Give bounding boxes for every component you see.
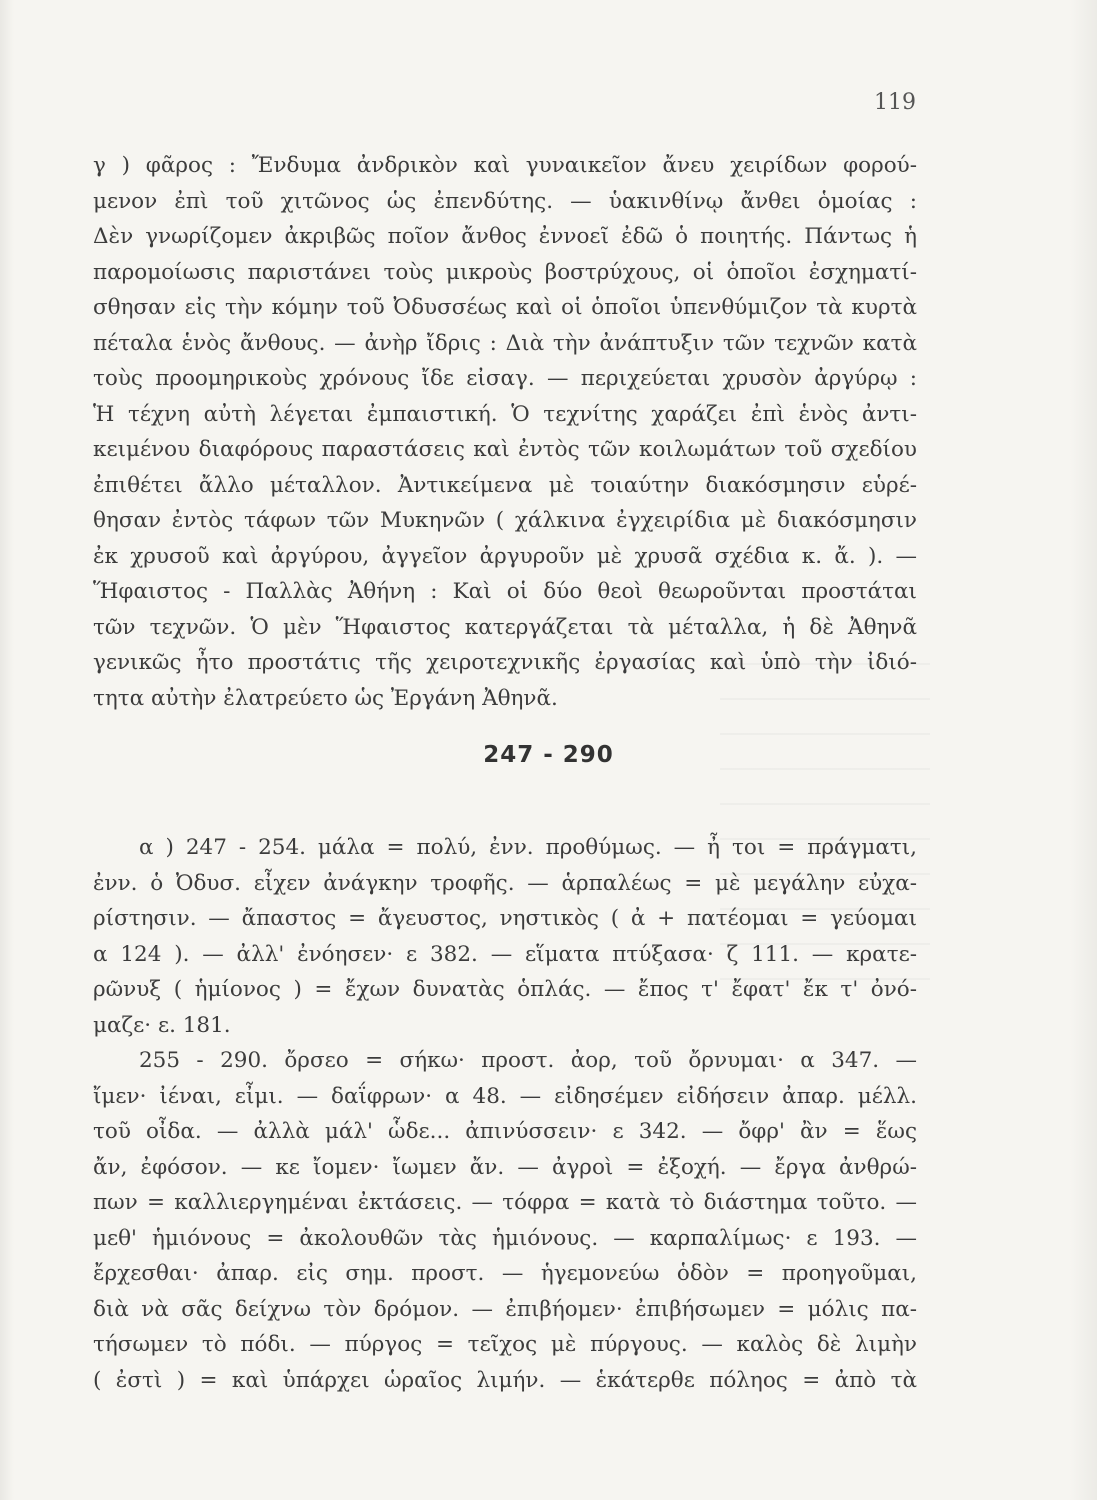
text-line: κειμένου διαφόρους παραστάσεις καὶ ἐντὸς τῶν κοιλωμάτων τοῦ σχεδίου	[93, 437, 917, 462]
text-line: τοῦ οἶδα. — ἀλλὰ μάλ' ὧδε... ἀπινύσσειν· ε 342. — ὄφρ' ἂν = ἕως	[93, 1119, 917, 1144]
text-line: μενον ἐπὶ τοῦ χιτῶνος ὡς ἐπενδύτης. — ὑακινθίνῳ ἄνθει ὁμοίας :	[93, 188, 917, 214]
text-line: πέταλα ἑνὸς ἄνθους. — ἀνὴρ ἴδρις : Διὰ τὴν ἀνάπτυξιν τῶν τεχνῶν κατὰ	[93, 330, 917, 356]
text-line: ἄν, ἐφόσον. — κε ἴομεν· ἴωμεν ἄν. — ἀγροὶ = ἐξοχή. — ἔργα ἀνθρώ-	[93, 1154, 917, 1180]
text-line: γ ) φᾶρος : Ἔνδυμα ἀνδρικὸν καὶ γυναικεῖον ἄνευ χειρίδων φορού-	[93, 153, 917, 178]
text-line: ἐπιθέτει ἄλλο μέταλλον. Ἀντικείμενα μὲ τοιαύτην διακόσμησιν εὑρέ-	[93, 472, 917, 498]
text-line: τῶν τεχνῶν. Ὁ μὲν Ἥφαιστος κατεργάζεται τὰ μέταλλα, ἡ δὲ Ἀθηνᾶ	[93, 614, 917, 640]
text-line: μεθ' ἡμιόνους = ἀκολουθῶν τὰς ἡμιόνους. — καρπαλίμως· ε 193. —	[93, 1225, 917, 1251]
text-line: ἐκ χρυσοῦ καὶ ἀργύρου, ἀγγεῖον ἀργυροῦν μὲ χρυσᾶ σχέδια κ. ἄ. ). —	[93, 543, 917, 569]
commentary-block-1	[93, 148, 917, 716]
text-line: Δὲν γνωρίζομεν ἀκριβῶς ποῖον ἄνθος ἐννοεῖ ἐδῶ ὁ ποιητής. Πάντως ἡ	[93, 224, 917, 249]
text-line: 255 - 290. ὄρσεο = σήκω· προστ. ἀορ, τοῦ ὄρνυμαι· α 347. —	[139, 1048, 917, 1073]
text-line: τήσωμεν τὸ πόδι. — πύργος = τεῖχος μὲ πύργους. — καλὸς δὲ λιμὴν	[93, 1332, 917, 1357]
commentary-block-2	[93, 830, 917, 1398]
text-line: θησαν ἐντὸς τάφων τῶν Μυκηνῶν ( χάλκινα ἐγχειρίδια μὲ διακόσμησιν	[93, 508, 917, 533]
text-line: ρῶνυξ ( ἡμίονος ) = ἔχων δυνατὰς ὁπλάς. — ἔπος τ' ἔφατ' ἔκ τ' ὀνό-	[93, 977, 917, 1002]
page-number: 119	[874, 90, 916, 115]
text-line: σθησαν εἰς τὴν κόμην τοῦ Ὀδυσσέως καὶ οἱ ὁποῖοι ὑπενθύμιζον τὰ κυρτὰ	[93, 295, 917, 320]
text-line: μαζε· ε. 181.	[93, 1012, 231, 1038]
text-line: γενικῶς ἦτο προστάτις τῆς χειροτεχνικῆς ἐργασίας καὶ ὑπὸ τὴν ἰδιό-	[93, 650, 917, 675]
text-line: παρομοίωσις παριστάνει τοὺς μικροὺς βοστρύχους, οἱ ὁποῖοι ἐσχηματί-	[93, 259, 917, 285]
text-line: ρίστησιν. — ἄπαστος = ἄγευστος, νηστικὸς ( ἀ + πατέομαι = γεύομαι	[93, 906, 917, 931]
text-line: διὰ νὰ σᾶς δείχνω τὸν δρόμον. — ἐπιβήομεν· ἐπιβήσωμεν = μόλις πα-	[93, 1296, 917, 1322]
text-line: Ἥφαιστος - Παλλὰς Ἀθήνη : Καὶ οἱ δύο θεοὶ θεωροῦνται προστάται	[93, 579, 917, 604]
text-line: α 124 ). — ἀλλ' ἐνόησεν· ε 382. — εἵματα πτύξασα· ζ 111. — κρατε-	[93, 941, 917, 967]
text-line: τοὺς προομηρικοὺς χρόνους ἴδε εἰσαγ. — περιχεύεται χρυσὸν ἀργύρῳ :	[93, 366, 917, 391]
text-line: τητα αὐτὴν ἐλατρεύετο ὡς Ἐργάνη Ἀθηνᾶ.	[93, 685, 558, 711]
text-line: ἔρχεσθαι· ἀπαρ. εἰς σημ. προστ. — ἡγεμονεύω ὁδὸν = προηγοῦμαι,	[93, 1261, 917, 1286]
text-line: α ) 247 - 254. μάλα = πολύ, ἐνν. προθύμως. — ἦ τοι = πράγματι,	[139, 835, 917, 860]
text-line: ἐνν. ὁ Ὀδυσ. εἶχεν ἀνάγκην τροφῆς. — ἁρπαλέως = μὲ μεγάλην εὐχα-	[93, 870, 917, 896]
section-heading: 247 - 290	[483, 742, 614, 768]
text-line: πων = καλλιεργημέναι ἐκτάσεις. — τόφρα = κατὰ τὸ διάστημα τοῦτο. —	[93, 1190, 917, 1215]
text-line: Ἡ τέχνη αὐτὴ λέγεται ἐμπαιστική. Ὁ τεχνίτης χαράζει ἐπὶ ἑνὸς ἀντι-	[93, 401, 917, 427]
text-line: ἴμεν· ἰέναι, εἶμι. — δαΐφρων· α 48. — εἰδησέμεν εἰδήσειν ἀπαρ. μέλλ.	[93, 1083, 917, 1109]
text-line: ( ἐστὶ ) = καὶ ὑπάρχει ὡραῖος λιμήν. — ἑκάτερθε πόληος = ἀπὸ τὰ	[93, 1367, 917, 1393]
